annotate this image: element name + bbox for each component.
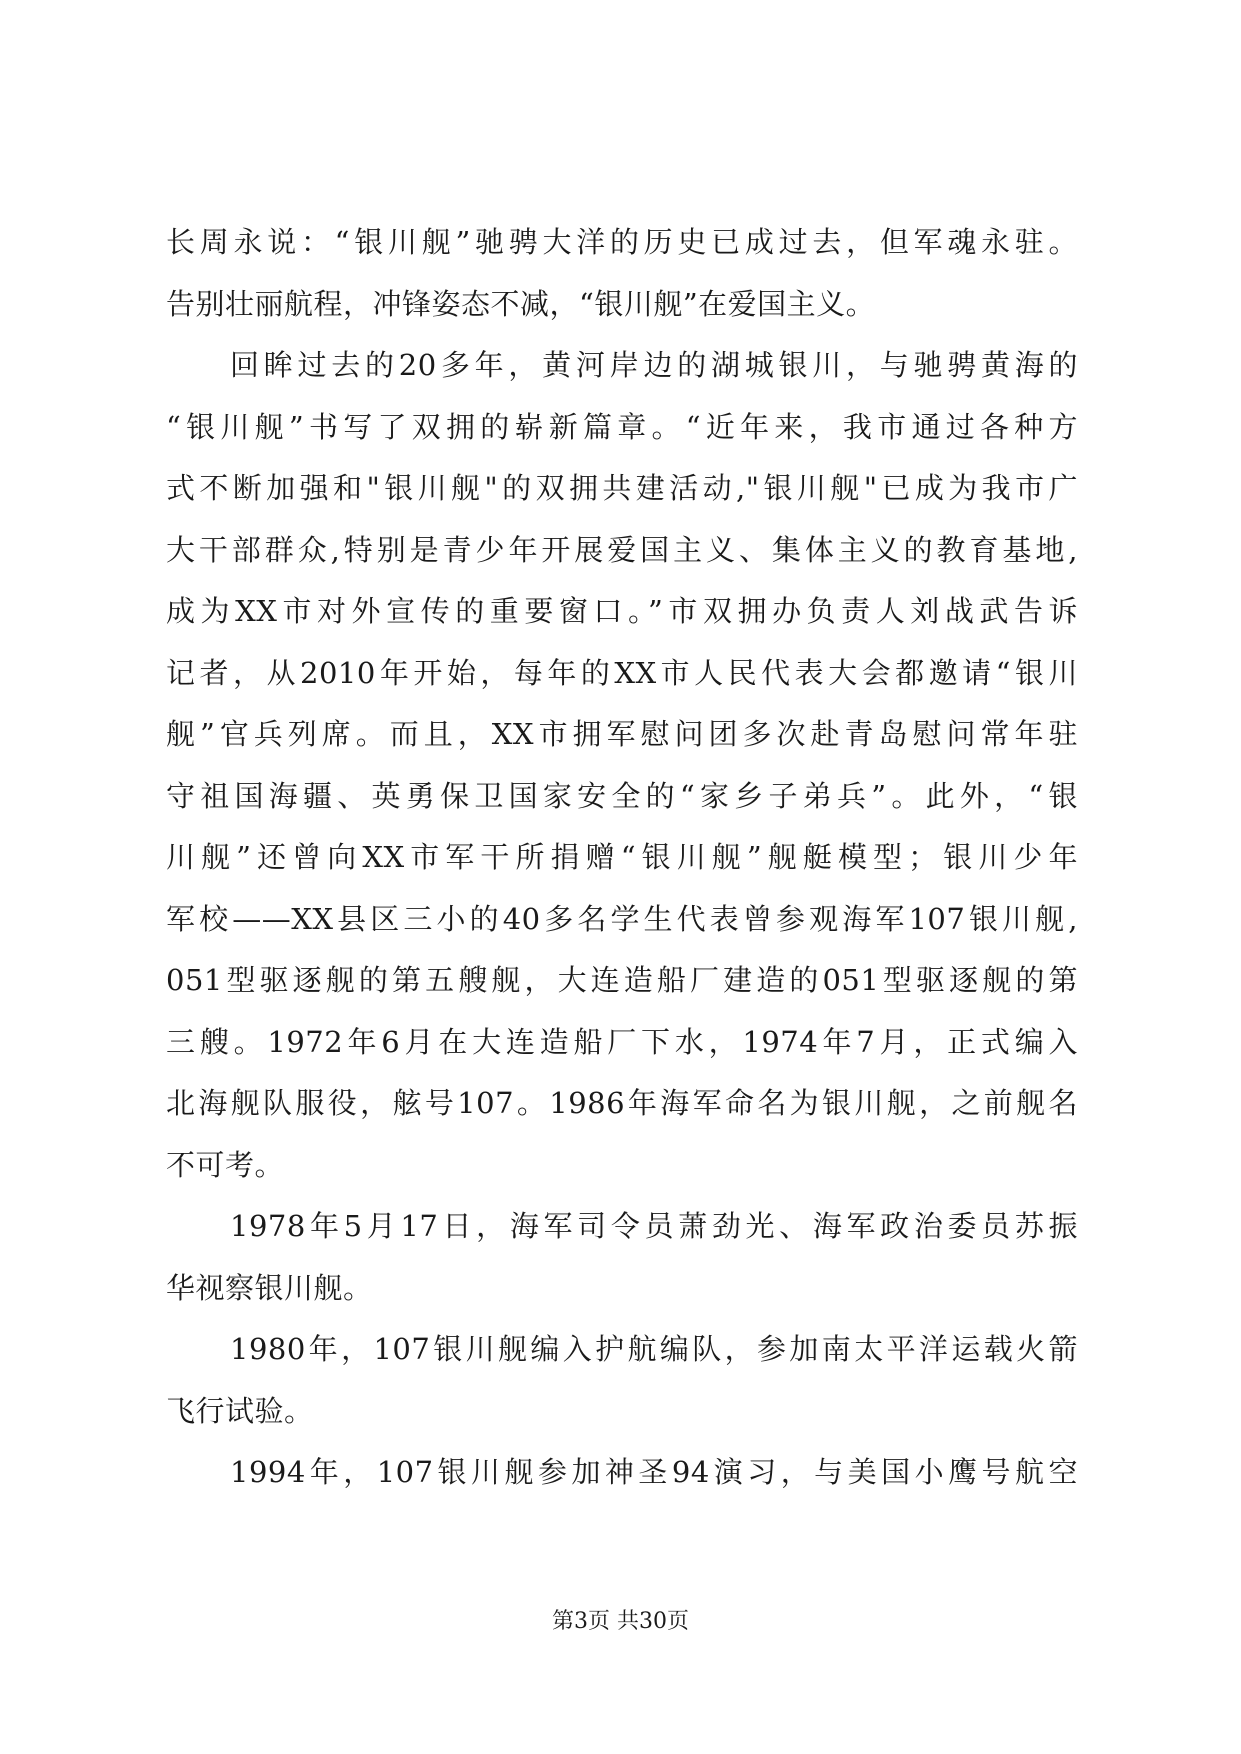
text-line-5: 式不断加强和"银川舰"的双拥共建活动,"银川舰"已成为我市广 (166, 471, 1078, 505)
document-body (166, 212, 1078, 1504)
text-line-13: 051型驱逐舰的第五艘舰，大连造船厂建造的051型驱逐舰的第 (166, 963, 1078, 997)
page-footer (0, 1604, 1241, 1635)
text-line-19: 1980年，107银川舰编入护航编队，参加南太平洋运载火箭 (230, 1332, 1078, 1366)
text-line-3: 回眸过去的20多年，黄河岸边的湖城银川，与驰骋黄海的 (230, 348, 1078, 382)
text-line-6: 大干部群众,特别是青少年开展爱国主义、集体主义的教育基地, (166, 532, 1078, 567)
text-line-1: 长周永说：“银川舰”驰骋大洋的历史已成过去，但军魂永驻。 (166, 225, 1078, 259)
text-line-14: 三艘。1972年6月在大连造船厂下水，1974年7月，正式编入 (166, 1024, 1078, 1059)
text-line-20: 飞行试验。 (166, 1393, 314, 1428)
text-line-7: 成为XX市对外宣传的重要窗口。”市双拥办负责人刘战武告诉 (166, 594, 1078, 628)
text-line-17: 1978年5月17日，海军司令员萧劲光、海军政治委员苏振 (230, 1209, 1078, 1243)
text-line-9: 舰”官兵列席。而且，XX市拥军慰问团多次赴青岛慰问常年驻 (166, 717, 1078, 751)
text-line-15: 北海舰队服役，舷号107。1986年海军命名为银川舰，之前舰名 (166, 1086, 1078, 1120)
text-line-21: 1994年，107银川舰参加神圣94演习，与美国小鹰号航空 (230, 1455, 1078, 1489)
text-line-8: 记者，从2010年开始，每年的XX市人民代表大会都邀请“银川 (166, 655, 1078, 690)
text-line-18: 华视察银川舰。 (166, 1270, 373, 1305)
text-line-10: 守祖国海疆、英勇保卫国家安全的“家乡子弟兵”。此外，“银 (166, 778, 1078, 813)
text-line-2: 告别壮丽航程，冲锋姿态不减，“银川舰”在爱国主义。 (166, 286, 876, 321)
text-line-4: “银川舰”书写了双拥的崭新篇章。“近年来，我市通过各种方 (166, 409, 1078, 444)
page-number-label: 第3页 共30页 (552, 1609, 689, 1634)
text-line-12: 军校——XX县区三小的40多名学生代表曾参观海军107银川舰, (166, 901, 1078, 936)
text-line-16: 不可考。 (166, 1147, 285, 1182)
text-line-11: 川舰”还曾向XX市军干所捐赠“银川舰”舰艇模型；银川少年 (166, 840, 1078, 874)
